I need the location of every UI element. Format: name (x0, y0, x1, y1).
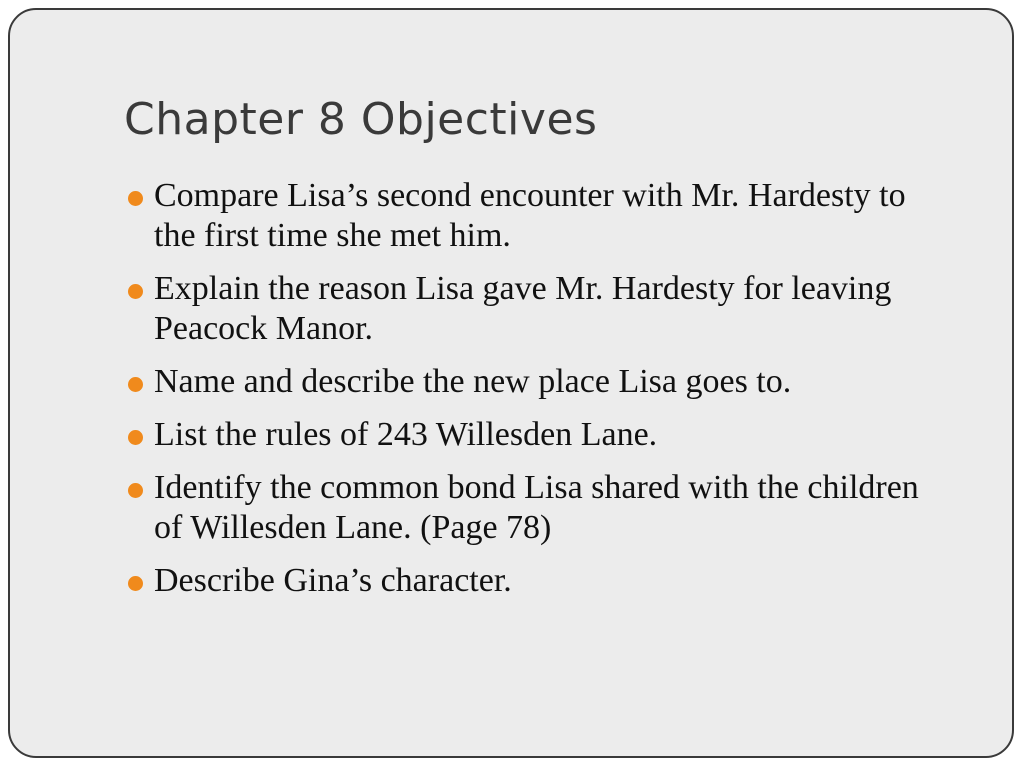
list-item (128, 468, 948, 548)
list-item (128, 561, 948, 601)
bullet-dot-icon (128, 377, 143, 392)
bullet-dot-icon (128, 191, 143, 206)
slide-frame (8, 8, 1014, 758)
bullet-dot-icon (128, 430, 143, 445)
list-item (128, 269, 948, 349)
list-item-text: List the rules of 243 Willesden Lane. (154, 416, 658, 453)
list-item (128, 362, 948, 402)
objectives-list (128, 176, 948, 614)
list-item (128, 176, 948, 256)
slide-title: Chapter 8 Objectives (124, 94, 598, 145)
bullet-dot-icon (128, 576, 143, 591)
list-item-text: Compare Lisa’s second encounter with Mr. Hardesty to the first time she met him. (154, 177, 906, 254)
bullet-dot-icon (128, 483, 143, 498)
bullet-dot-icon (128, 284, 143, 299)
list-item (128, 415, 948, 455)
list-item-text: Explain the reason Lisa gave Mr. Hardesty for leaving Peacock Manor. (154, 270, 892, 347)
list-item-text: Identify the common bond Lisa shared with the children of Willesden Lane. (Page 78) (154, 469, 919, 546)
list-item-text: Name and describe the new place Lisa goes to. (154, 363, 792, 400)
list-item-text: Describe Gina’s character. (154, 562, 512, 599)
